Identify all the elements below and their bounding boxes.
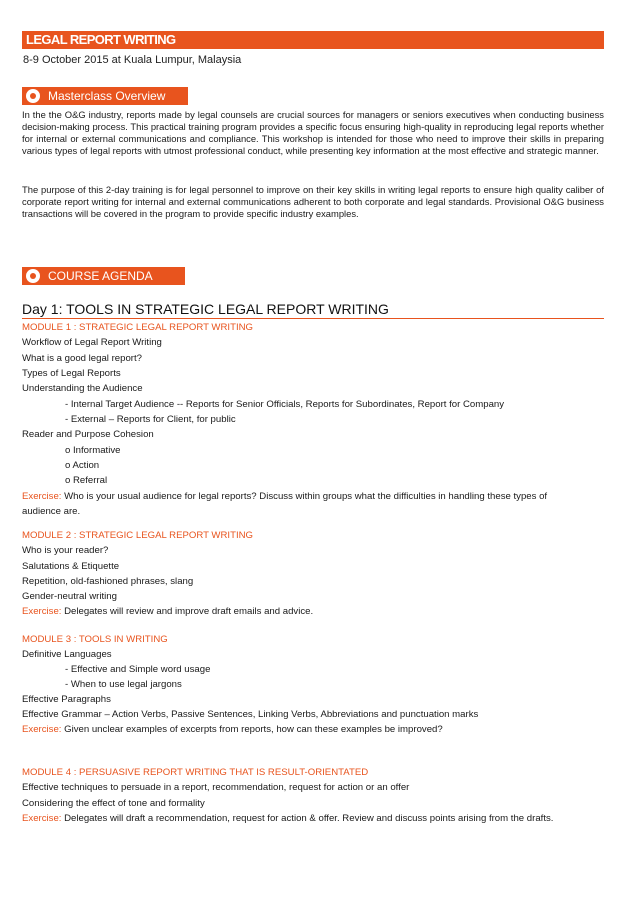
- list-item: Workflow of Legal Report Writing: [22, 337, 162, 348]
- overview-paragraph-1: In the the O&G industry, reports made by legal counsels are crucial sources for managers or seniors executives when conducting business decision-making process. This practical training program provides a specific focus ensuring high-quality in reproducing legal reports whether for internal or external communications and compliance. This workshop is intended for those who need to improve their skills in preparing various types of legal reports with utmost professional conduct, while presenting key information at the most effective and strategic manner.: [22, 109, 604, 156]
- overview-tab: [22, 87, 188, 105]
- exercise-label: Exercise:: [22, 813, 62, 824]
- list-sub-item: o Referral: [65, 475, 108, 486]
- module-3-title: MODULE 3 : TOOLS IN WRITING: [22, 634, 168, 645]
- date-location: 8-9 October 2015 at Kuala Lumpur, Malaysia: [23, 54, 242, 66]
- exercise-continuation: audience are.: [22, 506, 81, 517]
- agenda-tab: [22, 267, 185, 285]
- exercise-text: Who is your usual audience for legal reports? Discuss within groups what the difficulties in handling these types of: [61, 491, 548, 502]
- module-1-title: MODULE 1 : STRATEGIC LEGAL REPORT WRITING: [22, 322, 253, 333]
- list-sub-item: - External – Reports for Client, for public: [65, 414, 236, 425]
- exercise-line: [22, 724, 443, 735]
- list-item: Gender-neutral writing: [22, 591, 117, 602]
- day-heading: Day 1: TOOLS IN STRATEGIC LEGAL REPORT WRITING: [22, 301, 604, 319]
- exercise-text: Delegates will review and improve draft emails and advice.: [61, 606, 314, 617]
- list-item: Effective Paragraphs: [22, 694, 111, 705]
- exercise-text: Given unclear examples of excerpts from reports, how can these examples be improved?: [61, 724, 443, 735]
- overview-paragraph-2: The purpose of this 2-day training is for legal personnel to improve on their key skills in writing legal reports to ensure high quality caliber of corporate report writing for internal and external communications adherent to both corporate and legal standards. Provisional O&G business transactions will be covered in the program to provide specific industry examples.: [22, 184, 604, 219]
- list-item: Salutations & Etiquette: [22, 561, 120, 572]
- title-bar: [22, 31, 604, 49]
- list-item: Effective techniques to persuade in a report, recommendation, request for action or an offer: [22, 782, 410, 793]
- list-item: Definitive Languages: [22, 649, 112, 660]
- list-item: Effective Grammar – Action Verbs, Passive Sentences, Linking Verbs, Abbreviations and punctuation marks: [22, 709, 479, 720]
- list-sub-item: - Internal Target Audience -- Reports for Senior Officials, Reports for Subordinates, Report for Company: [65, 399, 505, 410]
- page-title: LEGAL REPORT WRITING: [26, 32, 176, 47]
- exercise-label: Exercise:: [22, 724, 62, 735]
- bullet-circle-icon: [26, 269, 40, 283]
- list-item: Types of Legal Reports: [22, 368, 121, 379]
- exercise-line: [22, 606, 313, 617]
- agenda-tab-label: COURSE AGENDA: [48, 269, 153, 283]
- list-sub-item: - Effective and Simple word usage: [65, 664, 211, 675]
- list-item: What is a good legal report?: [22, 353, 142, 364]
- exercise-text: Delegates will draft a recommendation, request for action & offer. Review and discuss points arising from the drafts.: [61, 813, 554, 824]
- list-item: Who is your reader?: [22, 545, 109, 556]
- exercise-line: [22, 813, 553, 824]
- list-item: Understanding the Audience: [22, 383, 143, 394]
- list-item: Reader and Purpose Cohesion: [22, 429, 154, 440]
- list-sub-item: - When to use legal jargons: [65, 679, 182, 690]
- list-item: Repetition, old-fashioned phrases, slang: [22, 576, 194, 587]
- bullet-circle-icon: [26, 89, 40, 103]
- exercise-label: Exercise:: [22, 606, 62, 617]
- module-4-title: MODULE 4 : PERSUASIVE REPORT WRITING THAT IS RESULT-ORIENTATED: [22, 767, 369, 778]
- list-sub-item: o Action: [65, 460, 100, 471]
- list-sub-item: o Informative: [65, 445, 121, 456]
- overview-tab-label: Masterclass Overview: [48, 89, 166, 103]
- module-2-title: MODULE 2 : STRATEGIC LEGAL REPORT WRITING: [22, 530, 253, 541]
- exercise-line: [22, 491, 547, 502]
- exercise-label: Exercise:: [22, 491, 62, 502]
- list-item: Considering the effect of tone and formality: [22, 798, 205, 809]
